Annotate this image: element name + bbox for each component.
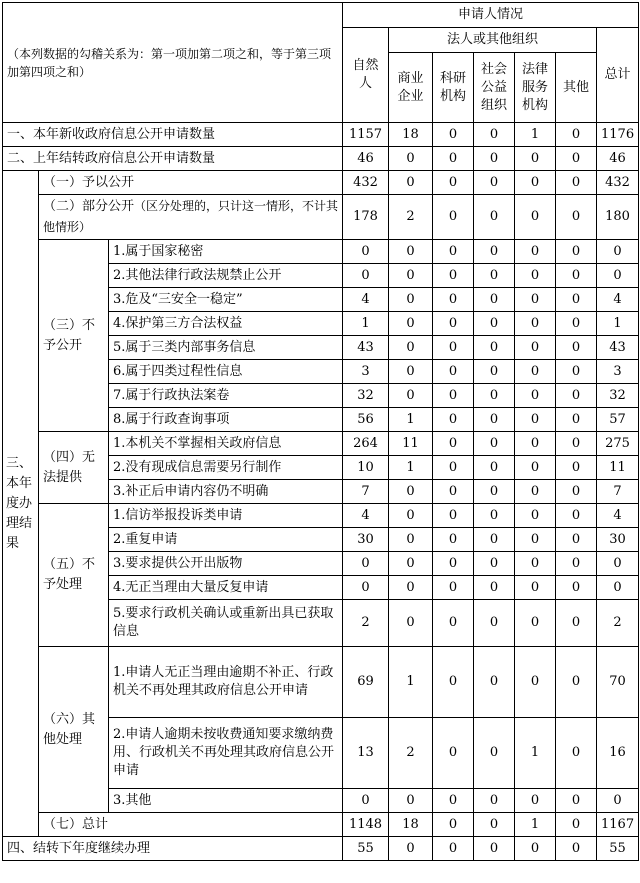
value-cell: 0	[474, 576, 515, 600]
value-cell: 1	[597, 312, 639, 336]
value-cell: 0	[474, 552, 515, 576]
value-cell: 0	[474, 504, 515, 528]
value-cell: 0	[343, 552, 389, 576]
value-cell: 0	[433, 195, 474, 240]
row-label-text: 1.信访举报投诉类申请	[113, 507, 243, 523]
group-not-processed: （五）不予处理	[39, 504, 109, 647]
value-cell: 0	[389, 576, 433, 600]
value-cell: 46	[343, 147, 389, 171]
value-cell: 0	[474, 432, 515, 456]
value-cell: 55	[343, 837, 389, 861]
value-cell: 0	[556, 837, 597, 861]
value-cell: 0	[433, 528, 474, 552]
value-cell: 4	[597, 288, 639, 312]
value-cell: 0	[389, 147, 433, 171]
row-label	[3, 123, 343, 147]
value-cell: 1148	[343, 813, 389, 837]
value-cell: 18	[389, 813, 433, 837]
value-cell: 0	[515, 384, 556, 408]
value-cell: 11	[597, 456, 639, 480]
value-cell: 0	[556, 312, 597, 336]
value-cell: 0	[433, 504, 474, 528]
value-cell: 0	[474, 360, 515, 384]
value-cell: 32	[343, 384, 389, 408]
value-cell: 0	[474, 264, 515, 288]
value-cell: 264	[343, 432, 389, 456]
row-label-text: 2.重复申请	[113, 531, 178, 547]
row-label	[39, 171, 343, 195]
group-other-processing: （六）其他处理	[39, 647, 109, 813]
value-cell: 0	[515, 312, 556, 336]
value-cell: 0	[597, 552, 639, 576]
value-cell: 0	[474, 240, 515, 264]
value-cell: 0	[556, 552, 597, 576]
row-label	[109, 312, 343, 336]
row-label	[109, 600, 343, 647]
value-cell: 70	[597, 647, 639, 718]
value-cell: 0	[474, 408, 515, 432]
col-other: 其他	[556, 53, 597, 123]
value-cell: 0	[389, 336, 433, 360]
row-label-text: （二）部分公开	[43, 199, 135, 214]
value-cell: 0	[433, 147, 474, 171]
value-cell: 0	[515, 408, 556, 432]
value-cell: 0	[433, 264, 474, 288]
value-cell: 432	[343, 171, 389, 195]
value-cell: 0	[433, 552, 474, 576]
value-cell: 0	[515, 147, 556, 171]
row-label-text: 4.无正当理由大量反复申请	[113, 579, 269, 595]
value-cell: 32	[597, 384, 639, 408]
value-cell: 16	[597, 718, 639, 789]
value-cell: 0	[389, 789, 433, 813]
value-cell: 0	[433, 837, 474, 861]
value-cell: 2	[597, 600, 639, 647]
value-cell: 43	[343, 336, 389, 360]
value-cell: 0	[433, 288, 474, 312]
row-label-text: 5.要求行政机关确认或重新出具已获取信息	[113, 606, 334, 639]
table-row	[3, 432, 639, 456]
group-cannot-provide: （四）无法提供	[39, 432, 109, 504]
value-cell: 0	[556, 813, 597, 837]
value-cell: 2	[389, 195, 433, 240]
value-cell: 0	[474, 718, 515, 789]
value-cell: 0	[556, 336, 597, 360]
table-row	[3, 837, 639, 861]
value-cell: 0	[515, 288, 556, 312]
value-cell: 0	[556, 240, 597, 264]
value-cell: 0	[515, 456, 556, 480]
value-cell: 4	[343, 288, 389, 312]
value-cell: 0	[433, 789, 474, 813]
value-cell: 0	[515, 504, 556, 528]
value-cell: 1	[515, 123, 556, 147]
value-cell: 2	[389, 718, 433, 789]
value-cell: 11	[389, 432, 433, 456]
value-cell: 0	[474, 288, 515, 312]
value-cell: 0	[556, 264, 597, 288]
row-label-text: 4.保护第三方合法权益	[113, 315, 243, 331]
value-cell: 0	[389, 264, 433, 288]
value-cell: 0	[389, 480, 433, 504]
row-label-text: （七）总计	[43, 816, 109, 832]
row-label-text: 3.要求提供公开出版物	[113, 555, 243, 571]
value-cell: 0	[556, 480, 597, 504]
value-cell: 46	[597, 147, 639, 171]
row-label	[109, 552, 343, 576]
row-label	[109, 240, 343, 264]
row-label	[109, 360, 343, 384]
row-label	[39, 195, 343, 240]
value-cell: 0	[433, 336, 474, 360]
col-total: 总计	[597, 28, 639, 123]
legal-other-header: 法人或其他组织	[389, 28, 597, 53]
row-label-text: 1.申请人无正当理由逾期不补正、行政机关不再处理其政府信息公开申请	[113, 665, 334, 698]
value-cell: 13	[343, 718, 389, 789]
value-cell: 0	[433, 813, 474, 837]
row-label	[109, 336, 343, 360]
value-cell: 0	[556, 171, 597, 195]
value-cell: 0	[389, 837, 433, 861]
value-cell: 0	[556, 600, 597, 647]
row-label	[3, 147, 343, 171]
value-cell: 0	[556, 195, 597, 240]
value-cell: 0	[556, 789, 597, 813]
value-cell: 0	[515, 480, 556, 504]
gov-info-disclosure-table	[2, 2, 639, 861]
table-row	[3, 504, 639, 528]
col-natural-person: 自然人	[343, 28, 389, 123]
row-label-text: 1.本机关不掌握相关政府信息	[113, 435, 282, 451]
value-cell: 0	[389, 552, 433, 576]
value-cell: 0	[433, 384, 474, 408]
value-cell: 0	[433, 576, 474, 600]
row-label-text: 8.属于行政查询事项	[113, 411, 230, 427]
value-cell: 0	[474, 600, 515, 647]
row-label-text: 2.申请人逾期未按收费通知要求缴纳费用、行政机关不再处理其政府信息公开申请	[113, 727, 335, 778]
relation-note: （本列数据的勾稽关系为：第一项加第二项之和，等于第三项加第四项之和）	[3, 3, 343, 123]
row-label-text: （一）予以公开	[43, 174, 135, 190]
value-cell: 18	[389, 123, 433, 147]
row-label	[39, 813, 343, 837]
row-label	[109, 576, 343, 600]
value-cell: 0	[556, 456, 597, 480]
table-row	[3, 147, 639, 171]
value-cell: 0	[389, 288, 433, 312]
row-label-text: 一、本年新收政府信息公开申请数量	[7, 126, 216, 142]
value-cell: 10	[343, 456, 389, 480]
value-cell: 0	[556, 504, 597, 528]
row-label	[109, 528, 343, 552]
value-cell: 0	[515, 528, 556, 552]
value-cell: 3	[597, 360, 639, 384]
value-cell: 0	[515, 264, 556, 288]
table-row	[3, 123, 639, 147]
row-label	[109, 789, 343, 813]
value-cell: 0	[474, 195, 515, 240]
value-cell: 0	[515, 360, 556, 384]
value-cell: 0	[474, 647, 515, 718]
value-cell: 0	[515, 576, 556, 600]
value-cell: 0	[515, 195, 556, 240]
value-cell: 0	[389, 384, 433, 408]
value-cell: 0	[556, 288, 597, 312]
value-cell: 0	[433, 600, 474, 647]
value-cell: 0	[474, 480, 515, 504]
row-label-note: （区分处理的，只计这一情形，不计其他情形）	[43, 199, 339, 234]
value-cell: 1167	[597, 813, 639, 837]
row-label-text: 7.属于行政执法案卷	[113, 387, 230, 403]
value-cell: 4	[343, 504, 389, 528]
value-cell: 0	[389, 312, 433, 336]
value-cell: 30	[343, 528, 389, 552]
value-cell: 0	[343, 240, 389, 264]
value-cell: 0	[474, 336, 515, 360]
value-cell: 0	[389, 528, 433, 552]
value-cell: 0	[556, 647, 597, 718]
value-cell: 0	[474, 171, 515, 195]
value-cell: 0	[433, 240, 474, 264]
value-cell: 0	[433, 432, 474, 456]
value-cell: 0	[515, 336, 556, 360]
value-cell: 0	[515, 837, 556, 861]
value-cell: 0	[433, 480, 474, 504]
value-cell: 0	[433, 360, 474, 384]
value-cell: 0	[389, 171, 433, 195]
value-cell: 275	[597, 432, 639, 456]
value-cell: 0	[556, 432, 597, 456]
value-cell: 0	[597, 264, 639, 288]
value-cell: 0	[474, 837, 515, 861]
value-cell: 0	[474, 528, 515, 552]
row-label	[109, 408, 343, 432]
row-label-text: 2.没有现成信息需要另行制作	[113, 459, 282, 475]
value-cell: 0	[343, 576, 389, 600]
value-cell: 2	[343, 600, 389, 647]
value-cell: 7	[597, 480, 639, 504]
value-cell: 178	[343, 195, 389, 240]
value-cell: 43	[597, 336, 639, 360]
table-row	[3, 195, 639, 240]
table-row	[3, 647, 639, 718]
value-cell: 0	[556, 408, 597, 432]
value-cell: 1	[515, 813, 556, 837]
row-label	[3, 837, 343, 861]
value-cell: 180	[597, 195, 639, 240]
row-label	[109, 432, 343, 456]
value-cell: 0	[597, 789, 639, 813]
value-cell: 1	[389, 408, 433, 432]
value-cell: 69	[343, 647, 389, 718]
value-cell: 1157	[343, 123, 389, 147]
value-cell: 0	[389, 240, 433, 264]
value-cell: 0	[597, 240, 639, 264]
value-cell: 3	[343, 360, 389, 384]
value-cell: 0	[474, 147, 515, 171]
value-cell: 432	[597, 171, 639, 195]
value-cell: 0	[343, 789, 389, 813]
row-label-text: 3.补正后申请内容仍不明确	[113, 483, 269, 499]
value-cell: 0	[556, 718, 597, 789]
value-cell: 0	[515, 240, 556, 264]
row-label	[109, 456, 343, 480]
row-label	[109, 647, 343, 718]
section3-label: 三、本年度办理结果	[3, 171, 39, 837]
value-cell: 0	[474, 384, 515, 408]
value-cell: 56	[343, 408, 389, 432]
applicant-status-header: 申请人情况	[343, 3, 639, 28]
row-label-text: 3.危及“三安全一稳定”	[113, 291, 243, 307]
row-label-text: 5.属于三类内部事务信息	[113, 339, 256, 355]
row-label-text: 四、结转下年度继续办理	[7, 840, 151, 856]
table-row	[3, 240, 639, 264]
row-label	[109, 504, 343, 528]
value-cell: 0	[556, 147, 597, 171]
col-business: 商业企业	[389, 53, 433, 123]
value-cell: 55	[597, 837, 639, 861]
value-cell: 0	[474, 312, 515, 336]
group-not-disclosed: （三）不予公开	[39, 240, 109, 432]
row-label-text: 二、上年结转政府信息公开申请数量	[7, 150, 216, 166]
value-cell: 0	[597, 576, 639, 600]
value-cell: 4	[597, 504, 639, 528]
value-cell: 1	[389, 647, 433, 718]
value-cell: 1	[515, 718, 556, 789]
value-cell: 1176	[597, 123, 639, 147]
value-cell: 0	[433, 718, 474, 789]
value-cell: 1	[389, 456, 433, 480]
value-cell: 0	[515, 552, 556, 576]
row-label	[109, 384, 343, 408]
value-cell: 0	[474, 813, 515, 837]
col-research: 科研机构	[433, 53, 474, 123]
row-label	[109, 264, 343, 288]
col-legal-service: 法律服务机构	[515, 53, 556, 123]
value-cell: 0	[556, 360, 597, 384]
table-row	[3, 171, 639, 195]
table-row	[3, 813, 639, 837]
row-label-text: 6.属于四类过程性信息	[113, 363, 243, 379]
value-cell: 0	[433, 456, 474, 480]
value-cell: 0	[556, 528, 597, 552]
value-cell: 0	[389, 504, 433, 528]
value-cell: 0	[556, 123, 597, 147]
col-public-welfare: 社会公益组织	[474, 53, 515, 123]
value-cell: 0	[515, 171, 556, 195]
value-cell: 0	[515, 789, 556, 813]
value-cell: 0	[515, 600, 556, 647]
value-cell: 0	[433, 123, 474, 147]
value-cell: 0	[389, 600, 433, 647]
value-cell: 0	[474, 456, 515, 480]
value-cell: 0	[389, 360, 433, 384]
value-cell: 0	[474, 123, 515, 147]
value-cell: 0	[515, 432, 556, 456]
row-label	[109, 288, 343, 312]
row-label-text: 3.其他	[113, 792, 152, 808]
value-cell: 0	[433, 408, 474, 432]
value-cell: 0	[556, 576, 597, 600]
value-cell: 0	[433, 647, 474, 718]
value-cell: 7	[343, 480, 389, 504]
row-label-text: 1.属于国家秘密	[113, 243, 204, 259]
value-cell: 0	[474, 789, 515, 813]
row-label	[109, 718, 343, 789]
value-cell: 0	[515, 647, 556, 718]
row-label	[109, 480, 343, 504]
row-label-text: 2.其他法律行政法规禁止公开	[113, 267, 282, 283]
value-cell: 0	[433, 171, 474, 195]
value-cell: 0	[556, 384, 597, 408]
value-cell: 1	[343, 312, 389, 336]
value-cell: 0	[343, 264, 389, 288]
value-cell: 30	[597, 528, 639, 552]
value-cell: 0	[433, 312, 474, 336]
value-cell: 57	[597, 408, 639, 432]
